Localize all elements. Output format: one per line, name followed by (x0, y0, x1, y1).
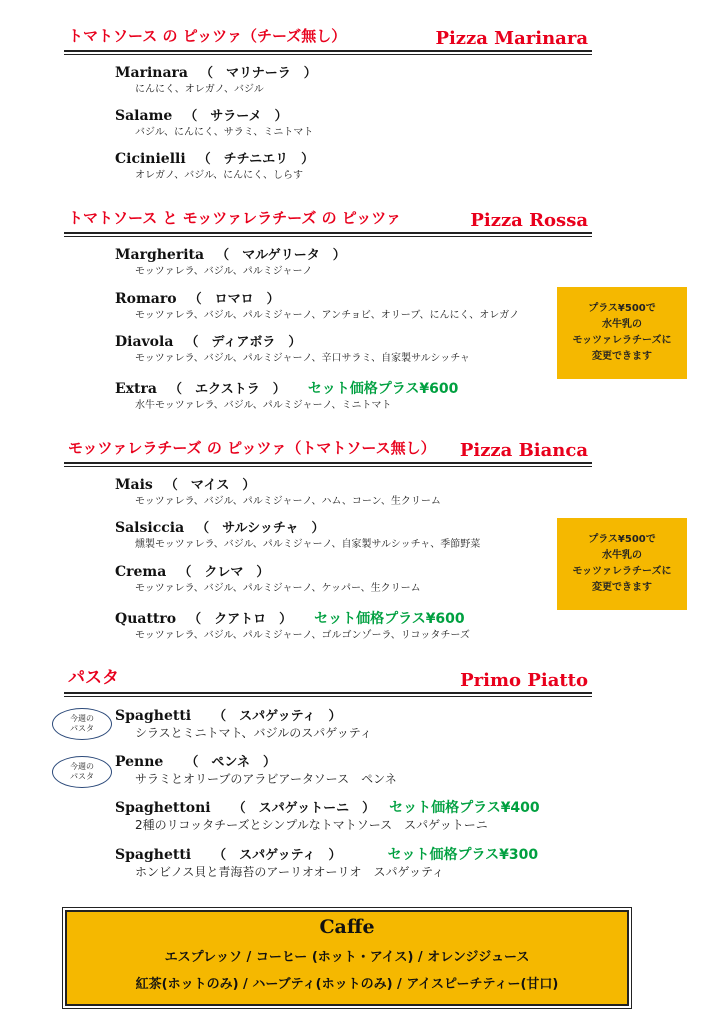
item-description: モッツァレラ、バジル、パルミジャーノ、アンチョビ、オリーブ、にんにく、オレガノ (135, 310, 520, 321)
item-description: サラミとオリーブのアラビアータソース ペンネ (135, 772, 397, 786)
item-name: Quattro (115, 611, 177, 627)
item-name-jp: （ ディアボラ ） (185, 335, 302, 350)
item-name: Margherita (115, 247, 205, 263)
menu-item (115, 563, 421, 595)
set-price-note: セット価格プラス¥300 (387, 847, 539, 863)
item-name-jp: （ マルゲリータ ） (216, 248, 346, 263)
item-name-jp: （ スパゲッティ ） (213, 709, 342, 724)
item-name: Extra (115, 381, 157, 397)
item-description: シラスとミニトマト、バジルのスパゲッティ (135, 726, 372, 740)
buffalo-mozzarella-note (557, 287, 687, 379)
item-description: 水牛モッツァレラ、バジル、パルミジャーノ、ミニトマト (135, 400, 392, 411)
caffe-drinks-line: 紅茶(ホットのみ) / ハーブティ(ホットのみ) / アイスピーチティー(甘口) (135, 977, 559, 992)
note-line: プラス¥500で (588, 534, 656, 545)
item-description: モッツァレラ、バジル、パルミジャーノ、辛口サラミ、自家製サルシッチャ (135, 353, 470, 364)
item-description: モッツァレラ、バジル、パルミジャーノ、ゴルゴンゾーラ、リコッタチーズ (135, 630, 470, 641)
item-name: Diavola (115, 334, 174, 350)
badge-line: 今週の (70, 762, 94, 771)
item-description: モッツァレラ、バジル、パルミジャーノ、ケッパー、生クリーム (135, 583, 421, 594)
item-name: Romaro (115, 291, 177, 307)
note-line: 水牛乳の (601, 550, 642, 561)
note-line: 変更できます (591, 582, 652, 593)
badge-line: 今週の (70, 714, 94, 723)
item-description: モッツァレラ、バジル、パルミジャーノ (135, 266, 313, 277)
menu-item (115, 476, 441, 508)
menu-item (115, 333, 470, 365)
item-description: にんにく、オレガノ、バジル (135, 84, 264, 95)
section-divider (64, 50, 592, 55)
note-line: プラス¥500で (588, 303, 656, 314)
item-name-jp: （ スパゲットーニ ） (232, 801, 376, 816)
caffe-drinks-line: エスプレッソ / コーヒー (ホット・アイス) / オレンジジュース (164, 950, 530, 965)
section-header-bianca (64, 438, 592, 467)
item-name-jp: （ ペンネ ） (185, 755, 276, 770)
buffalo-mozzarella-note (557, 518, 687, 610)
section-title-en: Pizza Marinara (435, 28, 588, 49)
item-name: Crema (115, 564, 167, 580)
note-line: 水牛乳の (601, 319, 642, 330)
item-description: バジル、にんにく、サラミ、ミニトマト (135, 127, 314, 138)
weekly-pasta-badge (52, 756, 112, 788)
menu-item (115, 799, 540, 833)
weekly-pasta-badge (52, 708, 112, 740)
menu-item (115, 707, 372, 741)
item-description: 燻製モッツァレラ、バジル、パルミジャーノ、自家製サルシッチャ、季節野菜 (135, 539, 481, 550)
menu-item (115, 846, 538, 880)
menu-item (115, 610, 470, 642)
item-name-jp: （ クレマ ） (178, 565, 270, 580)
item-name: Spaghetti (115, 847, 192, 863)
item-name-jp: （ スパゲッティ ） (213, 848, 342, 863)
item-description: 2種のリコッタチーズとシンプルなトマトソース スパゲットーニ (135, 818, 488, 832)
badge-line: パスタ (70, 724, 94, 733)
section-divider (64, 692, 592, 697)
item-name-jp: （ マイス ） (164, 478, 256, 493)
item-name-jp: （ エクストラ ） (168, 382, 286, 397)
section-divider (64, 232, 592, 237)
note-line: モッツァレラチーズに (572, 566, 672, 577)
item-name: Penne (115, 754, 164, 770)
menu-item (115, 64, 317, 96)
section-title-jp: トマトソース と モッツァレラチーズ の ピッツァ (68, 209, 402, 227)
item-name-jp: （ サラーメ ） (184, 109, 288, 124)
set-price-note: セット価格プラス¥400 (389, 800, 540, 816)
note-line: モッツァレラチーズに (572, 335, 672, 346)
badge-line: パスタ (70, 772, 94, 781)
section-header-rossa (64, 208, 592, 237)
section-title-en: Primo Piatto (460, 670, 588, 691)
section-divider (64, 462, 592, 467)
caffe-box (65, 910, 629, 1006)
section-title-en: Pizza Bianca (459, 440, 588, 461)
section-title-jp: パスタ (68, 668, 119, 688)
item-name-jp: （ マリナーラ ） (199, 66, 317, 81)
menu-item (115, 246, 346, 278)
menu-item (115, 107, 313, 139)
item-name: Cicinielli (115, 151, 186, 167)
item-name: Salame (115, 108, 173, 124)
item-name: Salsiccia (115, 520, 185, 536)
item-description: ホンビノス貝と青海苔のアーリオオーリオ スパゲッティ (135, 865, 445, 879)
item-name-jp: （ クアトロ ） (188, 612, 293, 627)
item-name-jp: （ チチニエリ ） (197, 152, 315, 167)
menu-item (115, 290, 519, 322)
menu-item (115, 519, 480, 551)
item-description: モッツァレラ、バジル、パルミジャーノ、ハム、コーン、生クリーム (135, 496, 441, 507)
caffe-title: Caffe (319, 916, 375, 938)
item-name: Mais (115, 477, 153, 493)
set-price-note: セット価格プラス¥600 (314, 611, 465, 627)
section-header-pasta (64, 668, 592, 697)
section-title-en: Pizza Rossa (470, 210, 588, 231)
item-name: Marinara (115, 65, 188, 81)
section-title-jp: トマトソース の ピッツァ（チーズ無し） (68, 27, 347, 45)
item-name-jp: （ ロマロ ） (188, 292, 280, 307)
item-name: Spaghetti (115, 708, 192, 724)
note-line: 変更できます (591, 351, 652, 362)
set-price-note: セット価格プラス¥600 (307, 381, 459, 397)
section-title-jp: モッツァレラチーズ の ピッツァ（トマトソース無し） (68, 439, 436, 457)
item-name: Spaghettoni (115, 800, 211, 816)
menu-item (115, 380, 458, 412)
section-header-marinara (64, 26, 592, 55)
menu-item (115, 150, 314, 182)
menu-item (115, 753, 397, 787)
item-name-jp: （ サルシッチャ ） (196, 521, 325, 536)
item-description: オレガノ、バジル、にんにく、しらす (135, 170, 303, 181)
